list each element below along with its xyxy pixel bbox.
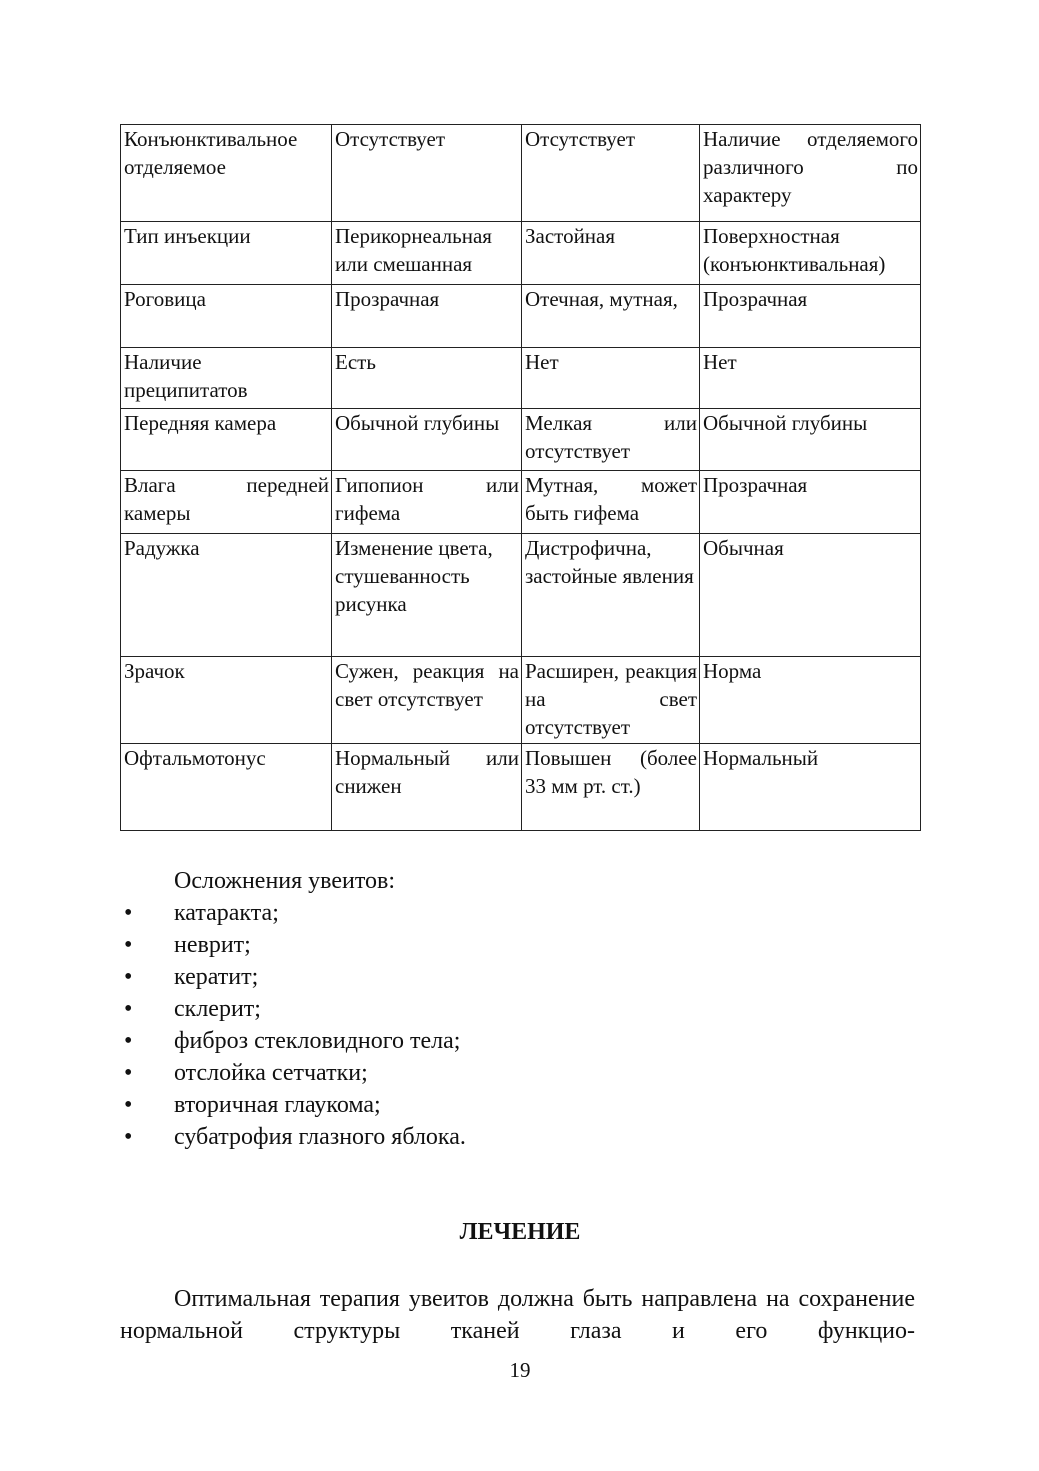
table-cell: Есть — [332, 348, 522, 409]
table-cell: Нормальный — [700, 744, 921, 831]
table-row — [121, 657, 921, 744]
list-item — [120, 961, 920, 993]
table-row — [121, 348, 921, 409]
table-cell: Застойная — [522, 222, 700, 285]
list-item-text: склерит; — [174, 996, 261, 1022]
table-cell: Обычная — [700, 534, 921, 657]
list-item-text: субатрофия глазного яблока. — [174, 1124, 466, 1150]
table-cell: Нормальный или снижен — [332, 744, 522, 831]
table-cell: Прозрачная — [700, 471, 921, 534]
differential-diagnosis-table — [120, 124, 921, 831]
list-item-text: отслойка сетчатки; — [174, 1060, 368, 1086]
table-cell: Офтальмотонус — [121, 744, 332, 831]
table-cell: Прозрачная — [700, 285, 921, 348]
bullet-icon: • — [124, 932, 133, 958]
table-cell: Роговица — [121, 285, 332, 348]
list-item — [120, 1121, 920, 1153]
bullet-icon: • — [124, 1060, 133, 1086]
table-cell: Радужка — [121, 534, 332, 657]
table-cell: Передняя камера — [121, 409, 332, 471]
list-item — [120, 993, 920, 1025]
bullet-icon: • — [124, 1028, 133, 1054]
list-item-text: кератит; — [174, 964, 259, 990]
table-row — [121, 744, 921, 831]
table-cell: Обычной глубины — [700, 409, 921, 471]
list-item — [120, 1057, 920, 1089]
table-row — [121, 409, 921, 471]
list-item-text: неврит; — [174, 932, 251, 958]
table-cell: Прозрачная — [332, 285, 522, 348]
list-item-text: катаракта; — [174, 900, 279, 926]
complications-section — [120, 865, 920, 1153]
table-cell: Наличие преципитатов — [121, 348, 332, 409]
table-row — [121, 222, 921, 285]
table-cell: Изменение цвета, стушеванность рисунка — [332, 534, 522, 657]
complications-list — [120, 897, 920, 1153]
body-paragraph: Оптимальная терапия увеитов должна быть направлена на сохранение нормальной структуры тканей глаза и его функцио- — [120, 1286, 915, 1344]
table-cell: Повышен (более 33 мм рт. ст.) — [522, 744, 700, 831]
list-item — [120, 1089, 920, 1121]
table-cell: Тип инъекции — [121, 222, 332, 285]
list-item — [120, 929, 920, 961]
complications-intro: Осложнения увеитов: — [174, 868, 396, 894]
table-row — [121, 285, 921, 348]
table-cell: Наличие отделяемого различного по характеру — [700, 125, 921, 222]
table-cell: Конъюнктивальное отделяемое — [121, 125, 332, 222]
table-cell: Нет — [522, 348, 700, 409]
table-cell: Дистрофична, застойные явления — [522, 534, 700, 657]
table-row — [121, 534, 921, 657]
table-cell: Влага передней камеры — [121, 471, 332, 534]
list-item-text: фиброз стекловидного тела; — [174, 1028, 461, 1054]
table-cell: Отечная, мутная, — [522, 285, 700, 348]
table-row — [121, 125, 921, 222]
bullet-icon: • — [124, 900, 133, 926]
table-cell: Мелкая или отсутствует — [522, 409, 700, 471]
bullet-icon: • — [124, 1092, 133, 1118]
list-item-text: вторичная глаукома; — [174, 1092, 381, 1118]
list-item — [120, 897, 920, 929]
table-row — [121, 471, 921, 534]
table-cell: Нет — [700, 348, 921, 409]
table-cell: Норма — [700, 657, 921, 744]
table-cell: Гипопион или гифема — [332, 471, 522, 534]
section-heading: ЛЕЧЕНИЕ — [459, 1219, 581, 1245]
bullet-icon: • — [124, 964, 133, 990]
table-cell: Мутная, может быть гифема — [522, 471, 700, 534]
table-cell: Сужен, реакция на свет отсутствует — [332, 657, 522, 744]
table-cell: Отсутствует — [332, 125, 522, 222]
list-item — [120, 1025, 920, 1057]
table-cell: Отсутствует — [522, 125, 700, 222]
page-number: 19 — [509, 1358, 531, 1382]
bullet-icon: • — [124, 996, 133, 1022]
table-cell: Поверхностная (конъюнктивальная) — [700, 222, 921, 285]
bullet-icon: • — [124, 1124, 133, 1150]
table-cell: Перикорнеальная или смешанная — [332, 222, 522, 285]
table-cell: Обычной глубины — [332, 409, 522, 471]
table-cell: Зрачок — [121, 657, 332, 744]
table-cell: Расширен, реакция на свет отсутствует — [522, 657, 700, 744]
